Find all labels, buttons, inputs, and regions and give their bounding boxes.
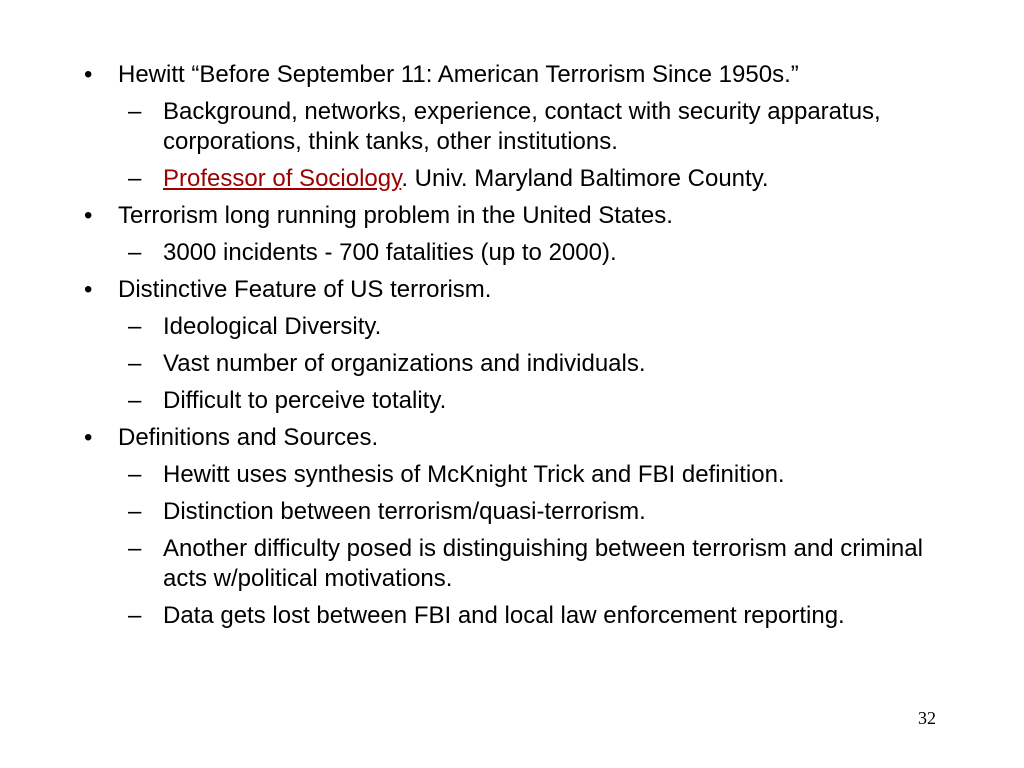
sub-bullet-text: Data gets lost between FBI and local law enforcement reporting. bbox=[163, 602, 845, 629]
sub-bullet-item bbox=[0, 238, 1024, 268]
page-number: 32 bbox=[918, 708, 936, 728]
bullet-marker: • bbox=[84, 61, 93, 88]
sub-bullet-text: Difficult to perceive totality. bbox=[163, 387, 447, 414]
sub-bullet-item bbox=[0, 312, 1024, 342]
sub-bullet-item bbox=[0, 97, 1024, 157]
dash-marker: – bbox=[128, 350, 142, 377]
sub-bullet-text: Hewitt uses synthesis of McKnight Trick and FBI definition. bbox=[163, 461, 785, 488]
dash-marker: – bbox=[128, 461, 142, 488]
dash-marker: – bbox=[128, 387, 142, 414]
sub-bullet-item bbox=[0, 386, 1024, 416]
sub-bullet-text: 3000 incidents - 700 fatalities (up to 2000). bbox=[163, 239, 617, 266]
bullet-item bbox=[0, 201, 1024, 231]
bullet-item bbox=[0, 423, 1024, 453]
dash-marker: – bbox=[128, 239, 142, 266]
sub-bullet-text: Ideological Diversity. bbox=[163, 313, 382, 340]
sub-bullet-item bbox=[0, 164, 1024, 194]
sub-bullet-text: Another difficulty posed is distinguishing between terrorism and criminal acts w/political motivations. bbox=[163, 535, 923, 592]
bullet-text: Terrorism long running problem in the United States. bbox=[118, 202, 673, 229]
bullet-marker: • bbox=[84, 424, 93, 451]
dash-marker: – bbox=[128, 98, 142, 125]
bullet-text: Distinctive Feature of US terrorism. bbox=[118, 276, 492, 303]
professor-of-sociology-link[interactable]: Professor of Sociology bbox=[163, 165, 402, 192]
sub-bullet-item bbox=[0, 601, 1024, 631]
dash-marker: – bbox=[128, 498, 142, 525]
sub-bullet-item bbox=[0, 349, 1024, 379]
dash-marker: – bbox=[128, 165, 142, 192]
sub-bullet-item bbox=[0, 460, 1024, 490]
bullet-text: Hewitt “Before September 11: American Terrorism Since 1950s.” bbox=[118, 61, 799, 88]
sub-bullet-text: . Univ. Maryland Baltimore County. bbox=[401, 165, 769, 192]
dash-marker: – bbox=[128, 313, 142, 340]
bullet-item bbox=[0, 60, 1024, 90]
sub-bullet-text: Vast number of organizations and individuals. bbox=[163, 350, 646, 377]
bullet-text: Definitions and Sources. bbox=[118, 424, 379, 451]
bullet-marker: • bbox=[84, 202, 93, 229]
dash-marker: – bbox=[128, 535, 142, 562]
sub-bullet-text: Distinction between terrorism/quasi-terrorism. bbox=[163, 498, 646, 525]
bullet-item bbox=[0, 275, 1024, 305]
sub-bullet-item bbox=[0, 497, 1024, 527]
dash-marker: – bbox=[128, 602, 142, 629]
bullet-marker: • bbox=[84, 276, 93, 303]
sub-bullet-text: Background, networks, experience, contact with security apparatus, corporations, think tanks, other institutions. bbox=[163, 98, 881, 155]
sub-bullet-item bbox=[0, 534, 1024, 594]
bullet-list bbox=[0, 60, 1024, 631]
